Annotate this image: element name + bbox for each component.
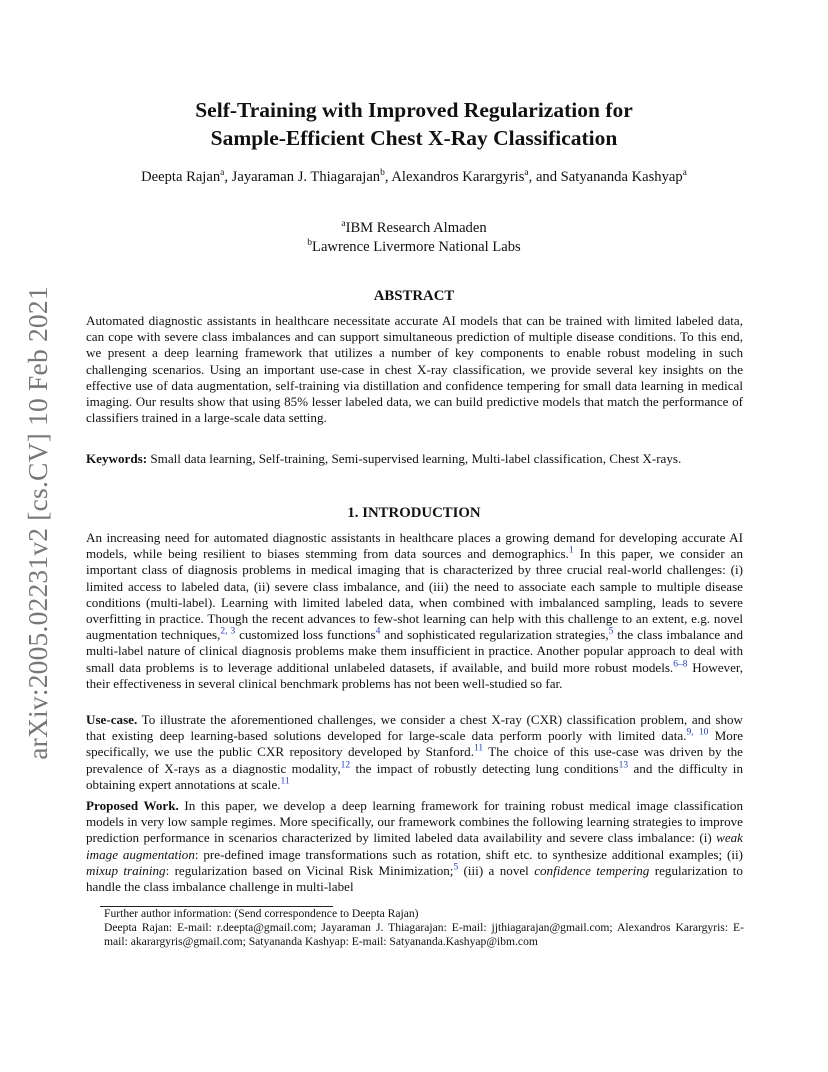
author-affiliation-mark: b	[380, 168, 385, 179]
emphasized-term: mixup training	[86, 862, 166, 878]
author-affiliation-mark: a	[524, 168, 529, 179]
citation-link[interactable]: 11	[473, 744, 484, 755]
citation-link[interactable]: 5	[453, 862, 459, 873]
author-affiliation-mark: a	[220, 168, 225, 179]
paper-title	[60, 96, 768, 152]
arxiv-id: arXiv:2005.02231v2 [cs.CV] 10 Feb 2021	[22, 286, 53, 760]
affiliation-mark: a	[341, 219, 346, 230]
author-list: Deepta Rajan$^a$, Jayaraman J. Thiagarajan$^b$, Alexandros Karargyris$^a$, and Satyananda Kashyap$^a$	[141, 168, 687, 185]
citation-link[interactable]: 11	[280, 776, 290, 787]
arxiv-identifier-sidebar	[20, 288, 56, 758]
introduction-heading: 1. INTRODUCTION	[347, 505, 481, 521]
proposed-label: Proposed Work.	[86, 798, 179, 813]
abstract-text: Automated diagnostic assistants in healthcare necessitate accurate AI models that can be trained with limited labeled data, can cope with severe class imbalances and can support simultaneous prediction of multiple disease conditions. To this end, we present a deep learning framework that utilizes a number of key components to enable robust modeling in such challenging scenarios. Using an important use-case in chest X-ray classification, we provide several key insights on the effective use of data augmentation, self-training via distillation and confidence tempering for small data learning in medical imaging. Our results show that using 85% lesser labeled data, we can build predictive models that match the performance of classifiers trained in a large-scale data setting.	[86, 313, 743, 426]
affiliation-name: Lawrence Livermore National Labs	[312, 239, 521, 255]
keywords	[86, 451, 743, 467]
affiliation-name: IBM Research Almaden	[345, 220, 487, 236]
footnote-emails: Deepta Rajan: E-mail: r.deepta@gmail.com; Jayaraman J. Thiagarajan: E-mail: jjthiagarajan@gmail.com; Alexandros Karargyris: E-mail: akarargyris@gmail.com; Satyananda Kashyap: E-mail: Satyananda.Kashyap@ibm.com	[104, 921, 744, 949]
emphasized-term: confidence tempering	[534, 862, 650, 878]
intro-paragraph: An increasing need for automated diagnostic assistants in healthcare places a growing demand for developing accurate AI models, while being resilient to biases stemming from data sources and demographics.$^1$ In this paper, we consider an important class of diagnosis problems in medical imaging that is characterized by three crucial real-world challenges: (i) limited access to labeled data, (ii) severe class imbalance, and (iii) the need to associate each sample to multiple disease conditions (multi-label). Learning with limited labeled data, when combined with imbalanced sampling, leads to severe overfitting in practice. Though the recent advances to few-shot learning can help with this challenge to an extent, e.g. novel augmentation techniques,$^{2, 3}$ customized loss functions$^4$ and sophisticated regularization strategies,$^5$ the class imbalance and multi-label nature of clinical diagnosis problems make them insufficient in practice. Another popular approach to deal with small data problems is to leverage additional unlabeled datasets, if available, and build more robust models.$^{6-8}$ However, their effectiveness in several clinical benchmark problems has not been well-studied so far.	[86, 530, 744, 691]
usecase-paragraph	[86, 712, 743, 793]
footnote-author-info: Further author information: (Send correspondence to Deepta Rajan)	[104, 907, 419, 920]
author-name: Deepta Rajan	[141, 169, 221, 185]
citation-link[interactable]: 4	[375, 626, 381, 637]
abstract-heading: ABSTRACT	[373, 288, 455, 304]
proposed-work-paragraph	[86, 798, 743, 895]
citation-link[interactable]: 9, 10	[686, 727, 709, 738]
affiliation-mark: b	[307, 238, 313, 249]
proposed-text: In this paper, we develop a deep learning framework for training robust medical image classification models in very low sample regimes. More specifically, our framework combines the following learning strategies to improve prediction performance in scenarios characterized by limited labeled data availability and severe class imbalance: (i) weak image augmentation: pre-defined image transformations such as rotation, shift etc. to synthesize additional examples; (ii) mixup training: regularization based on Vicinal Risk Minimization;$^5$ (iii) a novel confidence tempering regularization to handle the class imbalance challenge in multi-label	[86, 798, 743, 895]
title-line-1: Self-Training with Improved Regularization for	[195, 98, 633, 122]
keywords-label: Keywords:	[86, 451, 148, 466]
citation-link[interactable]: 2, 3	[220, 626, 236, 637]
keywords-text: Small data learning, Self-training, Semi-supervised learning, Multi-label classification, Chest X-rays.	[150, 451, 682, 466]
citation-link[interactable]: 6–8	[673, 659, 688, 670]
citation-link[interactable]: 12	[340, 760, 351, 771]
affiliation	[60, 219, 768, 238]
citation-link[interactable]: 5	[608, 626, 614, 637]
author-name: Satyananda Kashyap	[560, 169, 683, 185]
author-name: Jayaraman J. Thiagarajan	[231, 169, 381, 185]
usecase-text: To illustrate the aforementioned challenges, we consider a chest X-ray (CXR) classification problem, and show that existing deep learning-based solutions developed for large-scale data perform poorly with limited data.$^{9, 10}$ More specifically, we use the public CXR repository developed by Stanford.$^{11}$ The choice of this use-case was driven by the prevalence of X-rays as a diagnostic modality,$^{12}$ the impact of robustly detecting lung conditions$^{13}$ and the difficulty in obtaining expert annotations at scale.$^{11}$	[86, 712, 744, 792]
title-line-2: Sample-Efficient Chest X-Ray Classification	[210, 126, 618, 150]
author-affiliation-mark: a	[682, 168, 687, 179]
author-name: Alexandros Karargyris	[391, 169, 525, 185]
affiliations	[60, 219, 768, 257]
emphasized-term: weak image augmentation	[86, 830, 743, 862]
usecase-label: Use-case.	[86, 712, 138, 727]
citation-link[interactable]: 13	[618, 760, 629, 771]
citation-link[interactable]: 1	[568, 545, 574, 556]
affiliation	[60, 238, 768, 257]
